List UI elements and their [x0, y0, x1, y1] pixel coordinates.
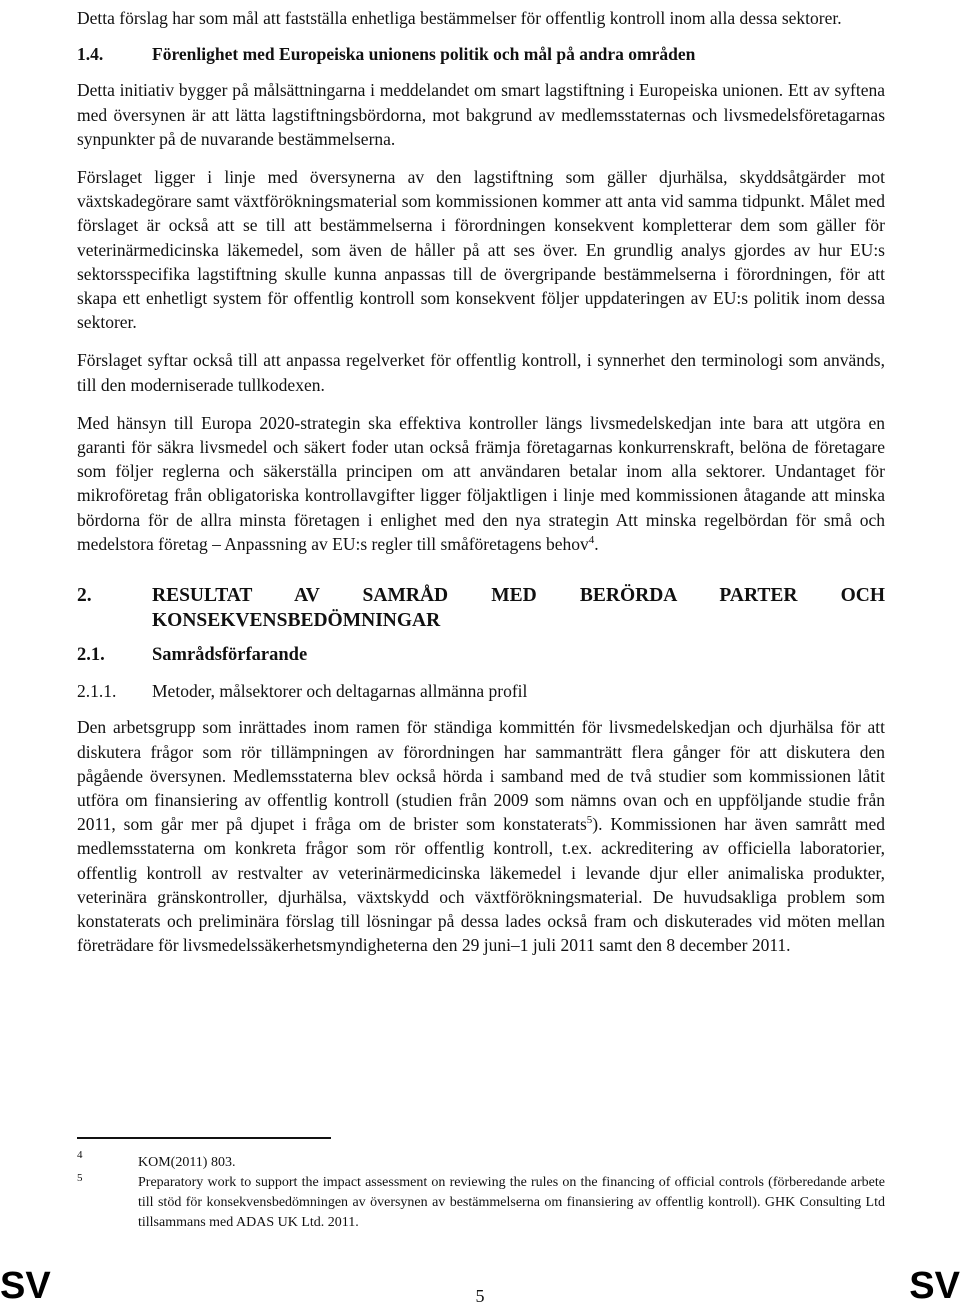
section-2-1-1-heading [77, 679, 885, 703]
section-2-heading [77, 583, 885, 633]
footnote-number: 5 [77, 1172, 83, 1184]
section-2-1-heading [77, 643, 885, 667]
section-1-4-heading [77, 42, 885, 66]
footnote-text: KOM(2011) 803. [138, 1155, 236, 1170]
footnote-ref-4[interactable]: 4 [588, 533, 595, 546]
section-number: 2.1. [77, 645, 105, 666]
footnote-separator [77, 1137, 331, 1139]
paragraph-initiative: Detta initiativ bygger på målsättningarna i meddelandet om smart lagstiftning i Europeiska unionen. Ett av syftena med översynen är att lätta lagstiftningsbördorna, mot bakgrund av medlemsstaternas och livsmedelsföretagarnas synpunkter på de nuvarande bestämmelserna. [77, 80, 885, 149]
footnote-ref-5[interactable]: 5 [586, 814, 593, 827]
paragraph-text: Med hänsyn till Europa 2020-strategin ska effektiva kontroller längs livsmedelskedjan inte bara att utgöra en garanti för säkra livsmedel och säkert foder utan också främja företagarnas konkurrenskraft, belöna de företagare som följer reglerna och säkerställa principen om att användaren betalar inom alla sektorer. Undantaget för mikroföretag från obligatoriska kontrollavgifter ligger följaktligen i linje med kommissionen åtagande att minska bördorna för de allra minsta företagen i enlighet med den nya strategin Att minska regelbördan för små och medelstora företag – Anpassning av EU:s regler till småföretagens behov [77, 412, 885, 554]
intro-paragraph: Detta förslag har som mål att fastställa enhetliga bestämmelser för offentlig kontroll inom alla dessa sektorer. [77, 8, 842, 28]
section-title-line1: RESULTAT AV SAMRÅD MED BERÖRDA PARTER OCH [152, 585, 885, 607]
paragraph-terminology: Förslaget syftar också till att anpassa regelverket för offentlig kontroll, i synnerhet den terminologi som används, till den moderniserade tullkodexen. [77, 350, 885, 395]
section-title [152, 583, 885, 633]
footnote-5 [77, 1171, 885, 1233]
page-number: 5 [475, 1286, 485, 1306]
paragraph-end: . [594, 533, 599, 554]
footnote-text: Preparatory work to support the impact assessment on reviewing the rules on the financing of official controls (förberedande arbete till stöd för konsekvensbedömningen av översynen av bestämmelserna om finansiering av offentlig kontroll). GHK Consulting Ltd tillsammans med ADAS UK Ltd. 2011. [138, 1175, 885, 1230]
paragraph-working-group [77, 715, 885, 957]
footer-language-left: SV [0, 1265, 51, 1307]
section-title-line2: KONSEKVENSBEDÖMNINGAR [152, 610, 441, 632]
section-number: 2.1.1. [77, 681, 117, 702]
footnote-4 [77, 1148, 885, 1173]
section-number: 1.4. [77, 44, 104, 65]
section-title: Förenlighet med Europeiska unionens politik och mål på andra områden [152, 44, 696, 65]
section-title: Samrådsförfarande [152, 645, 308, 666]
paragraph-proposal: Förslaget ligger i linje med översynerna av den lagstiftning som gäller djurhälsa, skyddsåtgärder mot växtskadegörare samt växtförökningsmaterial som kommissionen kommer att anta vid samma tidpunkt. Målet med förslaget är också att se till att bestämmelserna i förordningen konsekvent kompletterar dem som gäller för veterinärmedicinska läkemedel, som även de håller på att ses över. En grundlig analys gjordes av hur EU:s sektorsspecifika lagstiftning skulle kunna anpassas till de övergripande bestämmelserna i förordningen, för att skapa ett enhetligt system för offentlig kontroll som konsekvent följer uppdateringen av EU:s politik inom dessa sektorer. [77, 167, 885, 333]
footer-language-right: SV [909, 1265, 960, 1307]
document-body [77, 0, 885, 958]
section-number: 2. [77, 585, 92, 607]
section-title: Metoder, målsektorer och deltagarnas allmänna profil [152, 681, 528, 702]
paragraph-europa2020 [77, 411, 885, 556]
paragraph-text-continued: ). Kommissionen har även samrått med medlemsstaterna om konkreta frågor som rör offentlig kontroll, t.ex. ackreditering av officiella laboratorier, offentlig kontroll av restvalter av veterinärmedicinska läkemedel i levande djur eller animaliska produkter, veterinära gränskontroller, djurhälsa, växtskydd och växtförökningsmaterial. De huvudsakliga problem som konstaterats och preliminära förslag till lösningar på dessa lades också fram och diskuterades vid möten mellan företrädare för livsmedelssäkerhetsmyndigheterna den 29 juni–1 juli 2011 samt den 8 december 2011. [77, 814, 886, 956]
paragraph-text: Den arbetsgrupp som inrättades inom ramen för ständiga kommittén för livsmedelskedjan och djurhälsa för att diskutera frågor som rör tillämpningen av förordningen har sammanträtt flera gånger för att diskutera den pågående översynen. Medlemsstaterna blev också hörda i samband med de två studier som kommissionen låtit utföra om finansiering av offentlig kontroll (studien från 2009 som nämns ovan och en uppföljande studie från 2011, som går mer på djupet i fråga om de brister som konstaterats [77, 717, 885, 835]
footnote-number: 4 [77, 1149, 83, 1161]
